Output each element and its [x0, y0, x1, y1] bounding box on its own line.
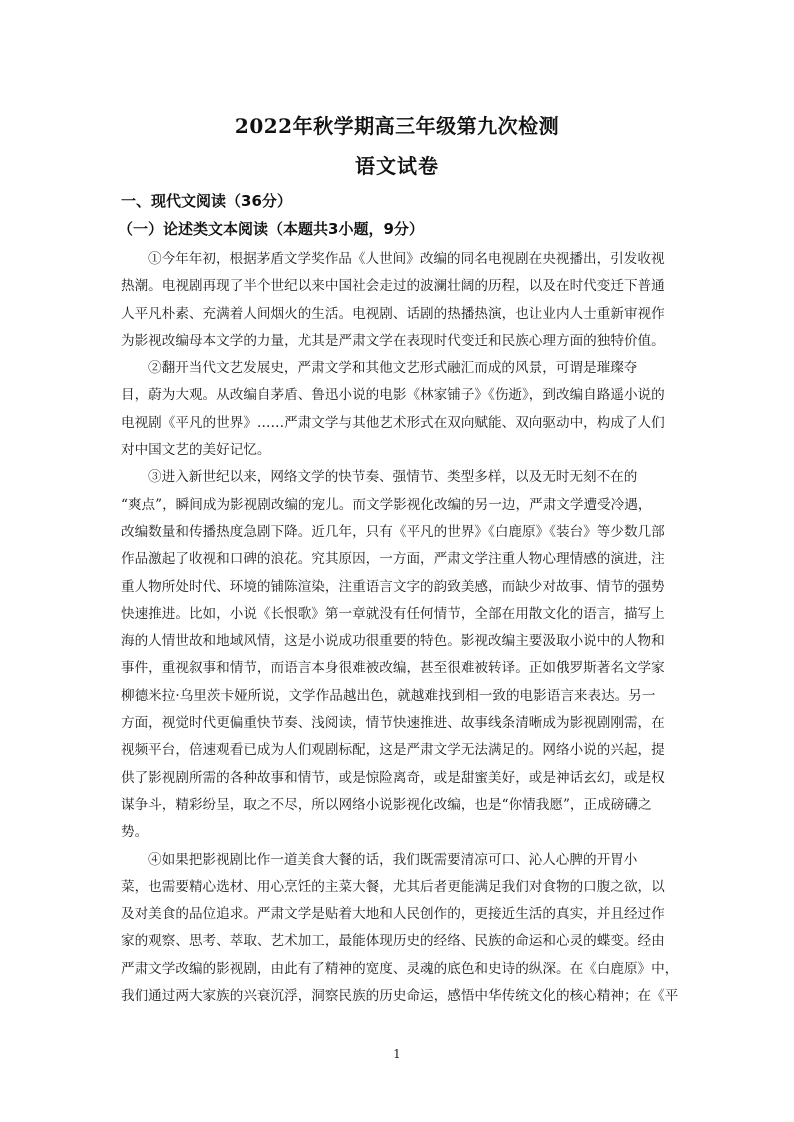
paragraph-line: 供了影视剧所需的各种故事和情节，或是惊险离奇，或是甜蜜美好，或是神话玄幻，或是权 [121, 769, 665, 786]
passage-body [121, 246, 678, 1010]
paragraph-line: 重人物所处时代、环境的铺陈渲染，注重语言文字的韵致美感，而缺少对故事、情节的强势 [121, 578, 665, 595]
paragraph-line: 人平凡朴素、充满着人间烟火的生活。电视剧、话剧的热播热演，也让业内人士重新审视作 [121, 305, 665, 322]
paragraph-line: 谋争斗，精彩纷呈，取之不尽，所以网络小说影视化改编，也是“你情我愿”，正成磅礴之 [121, 796, 652, 813]
section-heading: 一、现代文阅读（36分） [121, 192, 292, 210]
paragraph-line: 视频平台，倍速观看已成为人们观剧标配，这是严肃文学无法满足的。网络小说的兴起，提 [121, 742, 665, 759]
paragraph-line: 快速推进。比如，小说《长恨歌》第一章就没有任何情节，全部在用散文化的语言，描写上 [121, 605, 665, 622]
paragraph-line: 柳德米拉·乌里茨卡娅所说，文学作品越出色，就越难找到相一致的电影语言来表达。另一 [121, 687, 656, 704]
paragraph-line: 海的人情世故和地域风情，这是小说成功很重要的特色。影视改编主要汲取小说中的人物和 [121, 633, 665, 650]
subsection-heading: （一）论述类文本阅读（本题共3小题，9分） [118, 220, 424, 238]
page-number: 1 [393, 1047, 401, 1061]
paragraph-line: 势。 [121, 824, 149, 841]
paragraph-line: 严肃文学改编的影视剧，由此有了精神的宽度、灵魂的底色和史诗的纵深。在《白鹿原》中， [121, 960, 678, 977]
paragraph-line: ①今年年初，根据茅盾文学奖作品《人世间》改编的同名电视剧在央视播出，引发收视 [148, 251, 665, 267]
paragraph-line: 方面，视觉时代更偏重快节奏、浅阅读，情节快速推进、故事线条清晰成为影视剧刚需，在 [121, 715, 665, 732]
paragraph-line: 热潮。电视剧再现了半个世纪以来中国社会走过的波澜壮阔的历程，以及在时代变迁下普通 [121, 278, 665, 295]
paragraph-line: ②翻开当代文艺发展史，严肃文学和其他文艺形式融汇而成的风景，可谓是璀璨夺 [148, 360, 638, 377]
paragraph-line: 对中国文艺的美好记忆。 [121, 442, 271, 459]
paragraph-line: 我们通过两大家族的兴衰沉浮，洞察民族的历史命运，感悟中华传统文化的核心精神；在《平 [121, 988, 678, 1005]
paragraph-line: 事件，重视叙事和情节，而语言本身很难被改编，甚至很难被转译。正如俄罗斯著名文学家 [121, 660, 665, 677]
paragraph-line: “爽点”，瞬间成为影视剧改编的宠儿。而文学影视化改编的另一边，严肃文学遭受冷遇， [121, 496, 652, 513]
paragraph-line: 电视剧《平凡的世界》……严肃文学与其他艺术形式在双向赋能、双向驱动中，构成了人们 [121, 414, 665, 431]
paragraph-line: 为影视改编母本文学的力量，尤其是严肃文学在表现时代变迁和民族心理方面的独特价值。 [121, 332, 665, 349]
paragraph-line: 家的观察、思考、萃取、艺术加工，最能体现历史的经络、民族的命运和心灵的蝶变。经由 [121, 933, 665, 950]
paragraph-line: 改编数量和传播热度急剧下降。近几年，只有《平凡的世界》《白鹿原》《装台》等少数几部 [121, 523, 665, 540]
document-subtitle: 语文试卷 [355, 154, 439, 178]
paragraph-line: 菜，也需要精心选材、用心烹饪的主菜大餐，尤其后者更能满足我们对食物的口腹之欲，以 [121, 878, 665, 895]
paragraph-line: 作品激起了收视和口碑的浪花。究其原因，一方面，严肃文学注重人物心理情感的演进，注 [121, 551, 665, 568]
document-title: 2022年秋学期高三年级第九次检测 [234, 114, 560, 138]
paragraph-line: ④如果把影视剧比作一道美食大餐的话，我们既需要清凉可口、沁人心脾的开胃小 [148, 851, 638, 868]
paragraph-line: 目，蔚为大观。从改编自茅盾、鲁迅小说的电影《林家铺子》《伤逝》，到改编自路遥小说的 [121, 387, 665, 404]
paragraph-line: 及对美食的品位追求。严肃文学是贴着大地和人民创作的，更接近生活的真实，并且经过作 [121, 906, 665, 923]
paragraph-line: ③进入新世纪以来，网络文学的快节奏、强情节、类型多样，以及无时无刻不在的 [148, 469, 638, 486]
